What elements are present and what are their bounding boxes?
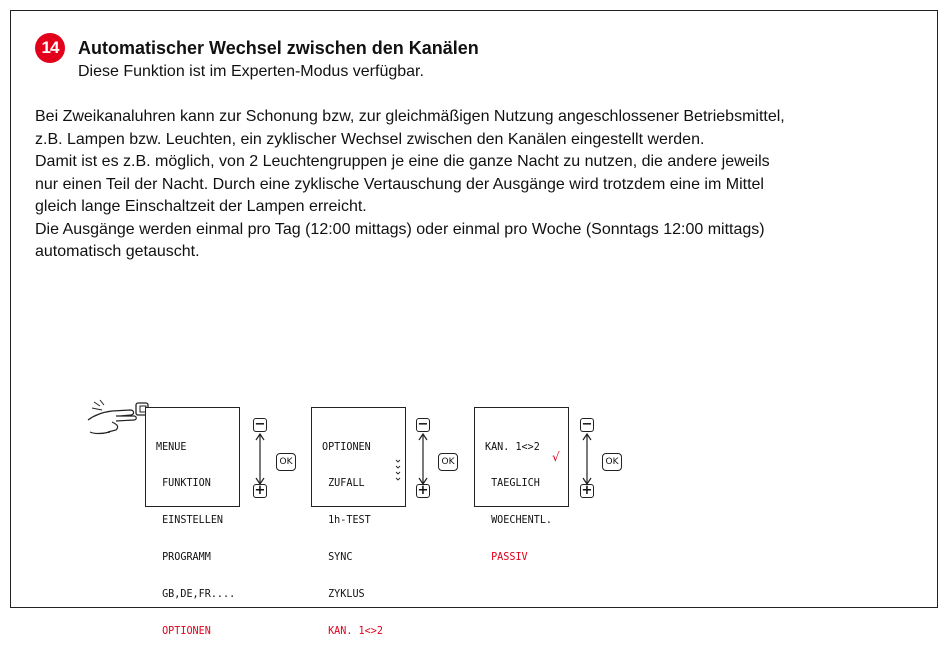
menu-line-selected: OPTIONEN <box>156 624 211 638</box>
body-line: Bei Zweikanaluhren kann zur Schonung bzw, zur gleichmäßigen Nutzung angeschlossener Betriebsmittel, <box>35 108 785 125</box>
menu-line: FUNKTION <box>156 476 211 490</box>
body-line: Die Ausgänge werden einmal pro Tag (12:00 mittags) oder einmal pro Woche (Sonntags 12:00 mittags) <box>35 220 765 238</box>
ok-button[interactable]: OK <box>276 453 296 471</box>
minus-button[interactable]: − <box>254 417 266 432</box>
body-text <box>35 106 925 264</box>
section-subtitle: Diese Funktion ist im Experten-Modus verfügbar. <box>78 63 424 80</box>
minus-button[interactable]: − <box>581 417 593 432</box>
body-line: Damit ist es z.B. möglich, von 2 Leuchtengruppen je eine die ganze Nacht zu nutzen, die andere jeweils <box>35 153 770 170</box>
body-line: nur einen Teil der Nacht. Durch eine zyklische Vertauschung der Ausgänge wird trotzdem eine im Mittel <box>35 175 764 193</box>
up-down-arrow-icon <box>417 433 429 485</box>
plus-button[interactable]: + <box>417 483 429 498</box>
menu-line: SYNC <box>322 550 353 564</box>
menu-line: TAEGLICH <box>485 476 540 490</box>
menu-line: ZUFALL <box>322 476 365 490</box>
checkmark-icon: √ <box>552 450 560 464</box>
lcd-screen-menu <box>145 407 240 638</box>
menu-line: KAN. 1<>2 <box>485 439 540 453</box>
scroll-indicator-icon <box>395 458 401 482</box>
ok-button[interactable]: OK <box>602 453 622 471</box>
plus-button[interactable]: + <box>581 483 593 498</box>
menu-line-selected: PASSIV <box>485 550 528 564</box>
menu-line: PROGRAMM <box>156 550 211 564</box>
body-line: z.B. Lampen bzw. Leuchten, ein zyklischer Wechsel zwischen den Kanälen eingestellt werden. <box>35 130 705 148</box>
section-title: Automatischer Wechsel zwischen den Kanälen <box>78 38 479 58</box>
body-line: gleich lange Einschaltzeit der Lampen erreicht. <box>35 198 367 215</box>
up-down-arrow-icon <box>581 433 593 485</box>
menu-line: MENUE <box>156 439 187 453</box>
menu-line: ZYKLUS <box>322 587 365 601</box>
menu-line: 1h-TEST <box>322 513 371 527</box>
page-frame <box>10 10 938 608</box>
ok-button[interactable]: OK <box>438 453 458 471</box>
up-down-arrow-icon <box>254 433 266 485</box>
plus-button[interactable]: + <box>254 483 266 498</box>
menu-line: OPTIONEN <box>322 439 371 453</box>
menu-line-selected: KAN. 1<>2 <box>322 624 383 638</box>
minus-button[interactable]: − <box>417 417 429 432</box>
lcd-screen-optionen <box>311 407 406 638</box>
menu-line: GB,DE,FR.... <box>156 587 236 601</box>
section-number-badge: 14 <box>35 33 65 63</box>
menu-line: WOECHENTL. <box>485 513 553 527</box>
menu-line: EINSTELLEN <box>156 513 224 527</box>
body-line: automatisch getauscht. <box>35 243 200 260</box>
